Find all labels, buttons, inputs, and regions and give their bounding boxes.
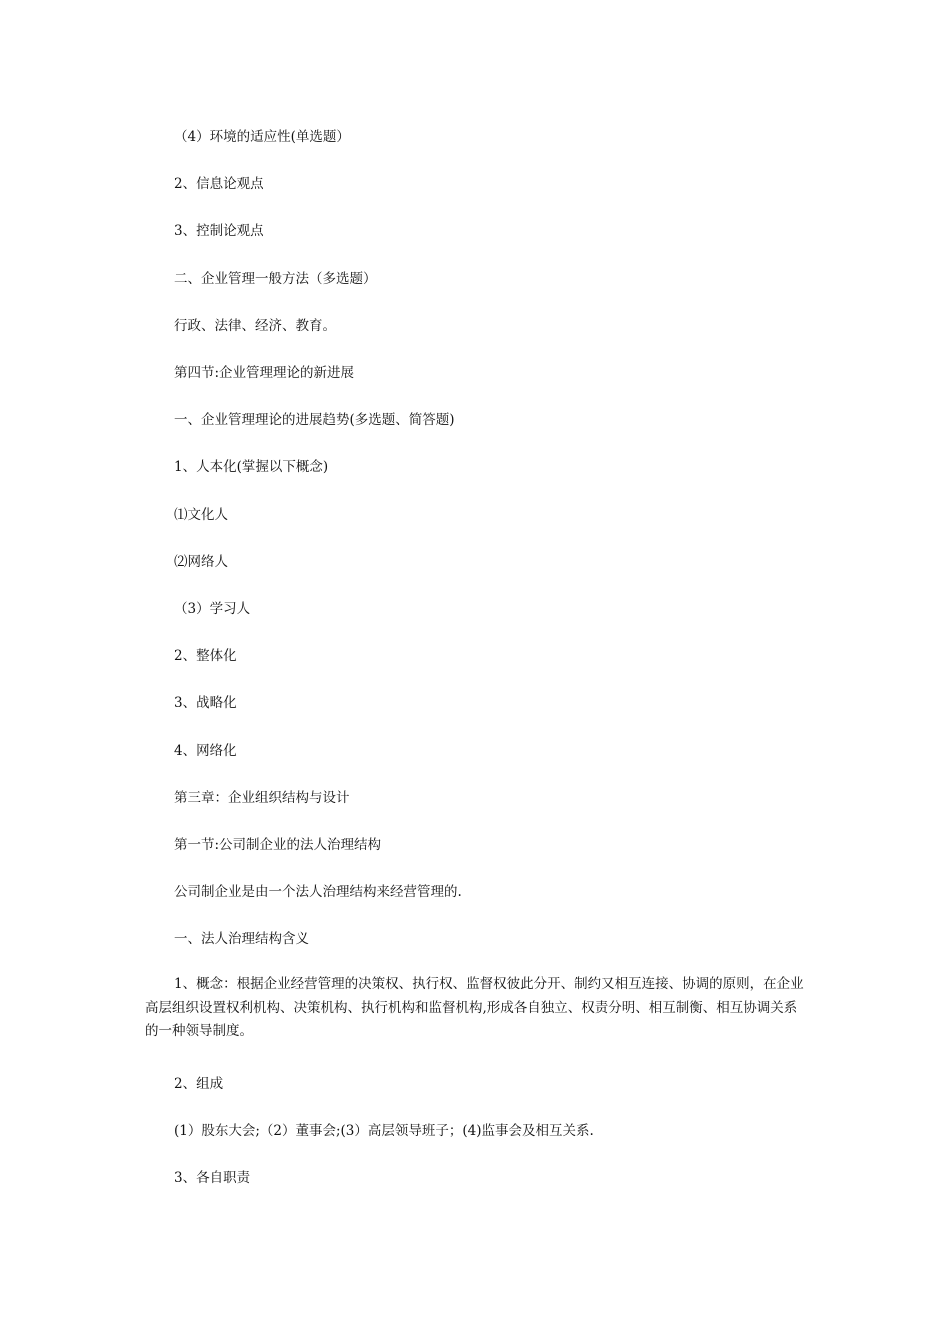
chapter-heading: 第三章：企业组织结构与设计 (174, 790, 350, 806)
text-line: 3、战略化 (174, 695, 237, 711)
text-line: 2、组成 (174, 1076, 224, 1092)
section-heading: 第四节:企业管理理论的新进展 (174, 365, 355, 381)
text-line: （3）学习人 (174, 601, 251, 617)
text-line: 3、控制论观点 (174, 223, 264, 239)
text-line: ⑵网络人 (174, 554, 228, 570)
text-line: 3、各自职责 (174, 1170, 251, 1186)
section-heading: 一、法人治理结构含义 (174, 931, 309, 947)
text-line: 4、网络化 (174, 743, 237, 759)
text-line: 公司制企业是由一个法人治理结构来经营管理的. (174, 884, 462, 900)
section-heading: 第一节:公司制企业的法人治理结构 (174, 837, 382, 853)
definition-paragraph: 1、概念：根据企业经营管理的决策权、执行权、监督权彼此分开、制约又相互连接、协调的原则，在企业高层组织设置权利机构、决策机构、执行机构和监督机构,形成各自独立、权责分明、相互制衡、相互协调关系的一种领导制度。 (145, 976, 804, 1039)
text-line: 行政、法律、经济、教育。 (174, 318, 336, 334)
text-line: ⑴文化人 (174, 507, 228, 523)
text-line: （4）环境的适应性(单选题） (174, 129, 350, 145)
text-line: 1、人本化(掌握以下概念) (174, 459, 329, 475)
section-heading: 一、企业管理理论的进展趋势(多选题、简答题) (174, 412, 455, 428)
text-line: (1）股东大会;（2）董事会;(3）高层领导班子；(4)监事会及相互关系. (174, 1123, 594, 1139)
text-line: 2、信息论观点 (174, 176, 264, 192)
text-line: 2、整体化 (174, 648, 237, 664)
section-heading: 二、企业管理一般方法（多选题） (174, 271, 377, 287)
